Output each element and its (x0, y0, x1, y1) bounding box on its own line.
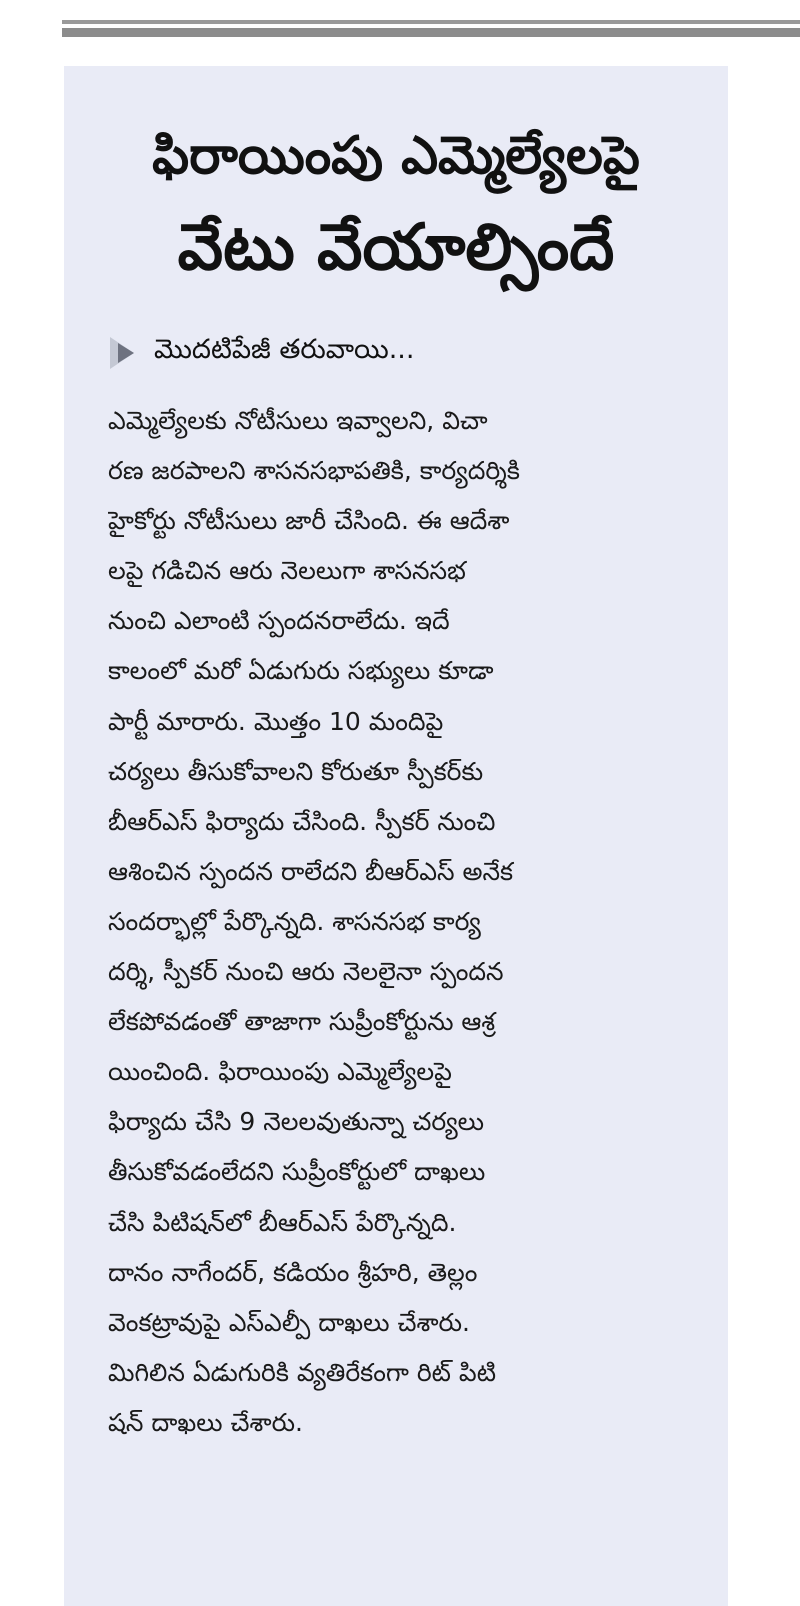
article-panel (64, 66, 728, 1606)
body-line: చర్యలు తీసుకోవాలని కోరుతూ స్పీకర్‌కు (108, 756, 484, 786)
body-line: చేసి పిటిషన్‌లో బీఆర్ఎస్ పేర్కొన్నది. (108, 1207, 457, 1237)
body-line: తీసుకోవడంలేదని సుప్రీంకోర్టులో దాఖలు (108, 1157, 486, 1187)
body-line: దానం నాగేందర్, కడియం శ్రీహరి, తెల్లం (108, 1257, 478, 1287)
continuation-marker (104, 328, 414, 378)
body-line: సందర్భాల్లో పేర్కొన్నది. శాసనసభ కార్య (108, 906, 481, 936)
body-line: బీఆర్ఎస్ ఫిర్యాదు చేసింది. స్పీకర్ నుంచి (108, 806, 496, 836)
body-line: పార్టీ మారారు. మొత్తం 10 మందిపై (108, 706, 444, 736)
body-line: షన్ దాఖలు చేశారు. (108, 1407, 303, 1437)
body-line: మిగిలిన ఏడుగురికి వ్యతిరేకంగా రిట్ పిటి (108, 1357, 496, 1387)
body-line: నుంచి ఎలాంటి స్పందనరాలేదు. ఇదే (108, 606, 450, 636)
body-line: దర్శి, స్పీకర్ నుంచి ఆరు నెలలైనా స్పందన (108, 957, 504, 987)
body-line: హైకోర్టు నోటీసులు జారీ చేసింది. ఈ ఆదేశా (108, 506, 510, 536)
body-line: కాలంలో మరో ఏడుగురు సభ్యులు కూడా (108, 656, 494, 686)
body-line: ఆశించిన స్పందన రాలేదని బీఆర్ఎస్ అనేక (108, 856, 514, 886)
body-line: యించింది. ఫిరాయింపు ఎమ్మెల్యేలపై (108, 1057, 452, 1087)
body-line: ఫిర్యాదు చేసి 9 నెలలవుతున్నా చర్యలు (108, 1107, 485, 1137)
body-line: ఎమ్మెల్యేలకు నోటీసులు ఇవ్వాలని, విచా (108, 406, 488, 435)
top-rule-thin (62, 20, 800, 24)
body-line: వెంకట్రావుపై ఎస్ఎల్పీ దాఖలు చేశారు. (108, 1307, 470, 1337)
top-rule-thick (62, 28, 800, 37)
body-line: రణ జరపాలని శాసనసభాపతికి, కార్యదర్శికి (108, 456, 520, 486)
arrow-right-icon (104, 333, 144, 373)
continuation-text: మొదటిపేజీ తరువాయి... (154, 334, 415, 365)
headline-line-1: ఫిరాయింపు ఎమ్మెల్యేలపై (152, 126, 640, 186)
body-line: లేకపోవడంతో తాజాగా సుప్రీంకోర్టును ఆశ్ర (108, 1007, 496, 1037)
body-line: లపై గడిచిన ఆరు నెలలుగా శాసనసభ (108, 556, 466, 586)
headline-line-2: వేటు వేయాల్సిందే (177, 211, 615, 285)
article-body (108, 396, 728, 1448)
